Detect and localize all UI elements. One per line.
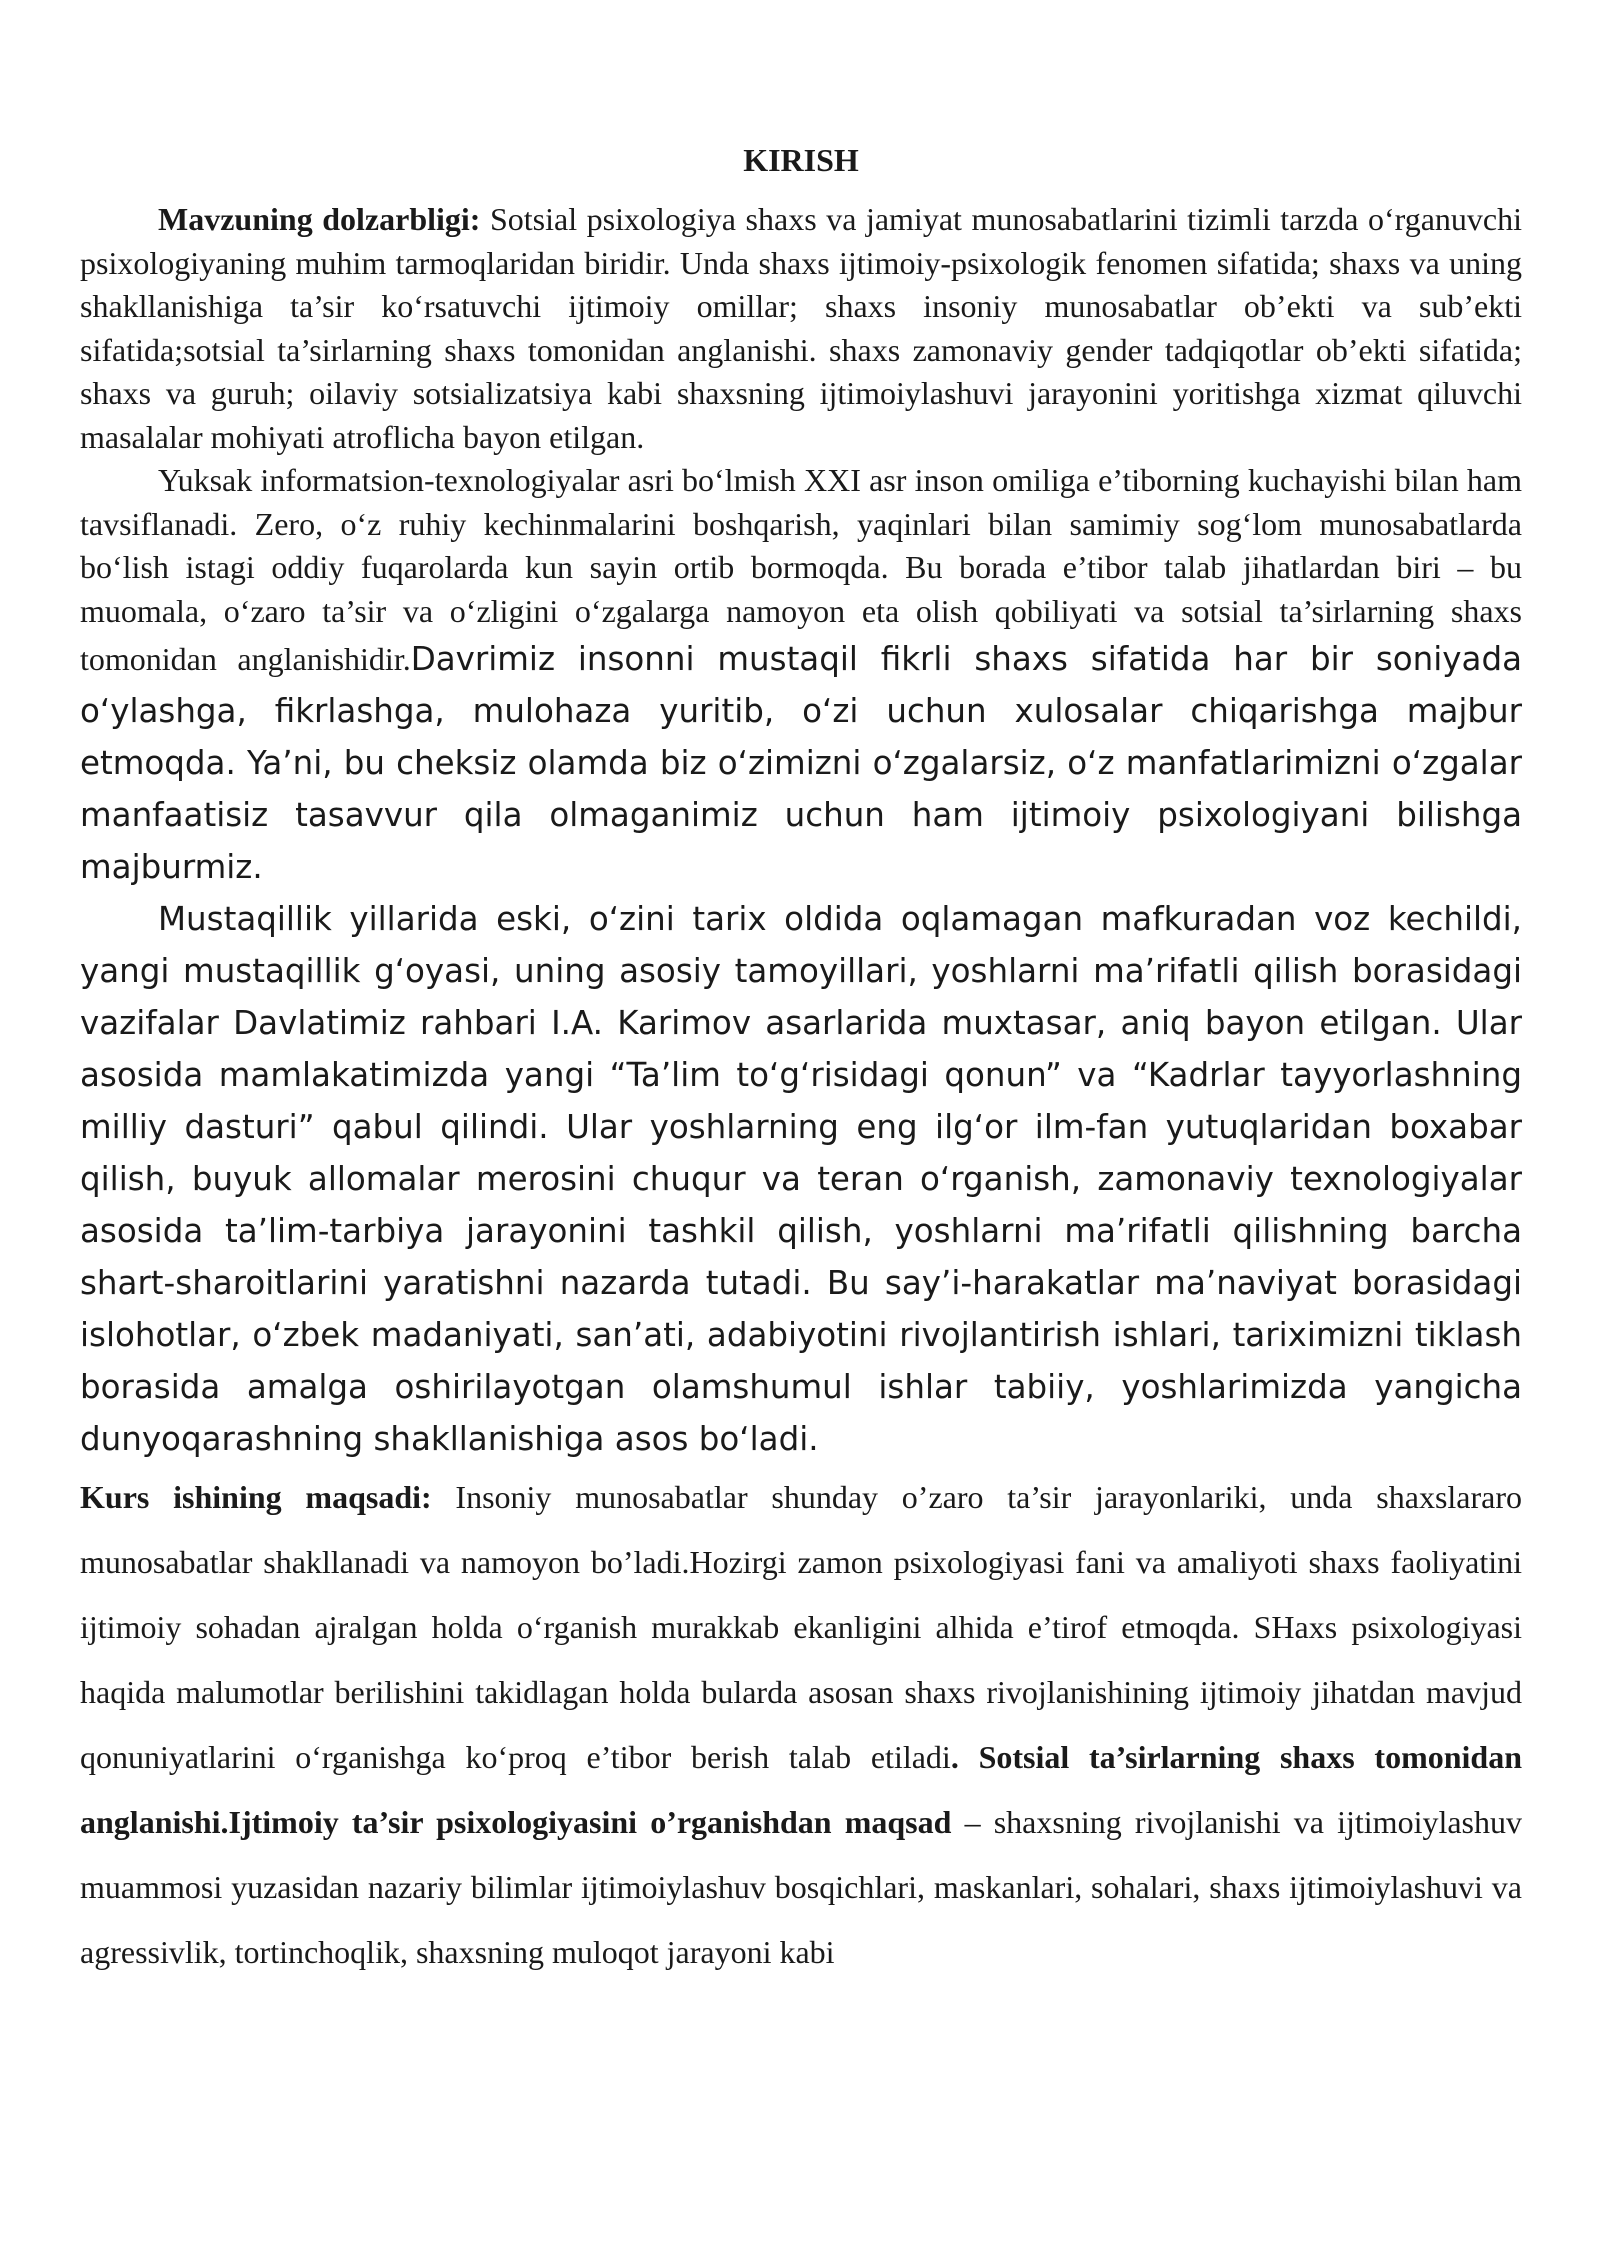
era-text-continued: Davrimiz insonni mustaqil fikrli shaxs sifatida har bir soniyada oʻylashga, fikrlashga, mulohaza yuritib, oʻzi uchun xulosalar chiqarishga majbur etmoqda. Yaʼni, bu cheksiz olamda biz oʻzimizni oʻzgalarsiz, oʻz manfatlarimizni oʻzgalar manfaatisiz tasavvur qila olmaganimiz uchun ham ijtimoiy psixologiyani bilishga majburmiz. (80, 640, 1522, 886)
era-text: Yuksak informatsion-texnologiyalar asri bo‘lmish XXI asr inson omiliga e’tiborning kuchayishi bilan ham tavsiflanadi. Zero, o‘z ruhiy kechinmalarini boshqarish, yaqinlari bilan samimiy sog‘lom munosabatlarda bo‘lish istagi oddiy fuqarolarda kun sayin ortib bormoqda. Bu borada e’tibor talab jihatlardan biri – bu muomala, o‘zaro ta’sir va o‘zligini o‘zgalarga namoyon eta olish qobiliyati va sotsial ta’sirlarning shaxs tomonidan anglanishidir. (80, 462, 1522, 677)
era-paragraph (80, 459, 1522, 893)
goal-text: Insoniy munosabatlar shunday o’zaro ta’sir jarayonlariki, unda shaxslararo munosabatlar shakllanadi va namoyon bo’ladi.Hozirgi zamon psixologiyasi fani va amaliyoti shaxs faoliyatini ijtimoiy sohadan ajralgan holda o‘rganish murakkab ekanligini alhida e’tirof etmoqda. SHaxs psixologiyasi haqida malumotlar berilishini takidlagan holda bularda asosan shaxs rivojlanishining ijtimoiy jihatdan mavjud qonuniyatlarini o‘rganishga ko‘proq e’tibor berish talab etiladi (80, 1479, 1522, 1775)
goal-bold-text: . Sotsial ta’sirlarning shaxs tomonidan anglanishi.Ijtimoiy ta’sir psixologiyasini o’rganishdan maqsad (80, 1739, 1523, 1840)
relevance-text: Sotsial psixologiya shaxs va jamiyat munosabatlarini tizimli tarzda o‘rganuvchi psixologiyaning muhim tarmoqlaridan biridir. Unda shaxs ijtimoiy-psixologik fenomen sifatida; shaxs va uning shakllanishiga ta’sir ko‘rsatuvchi ijtimoiy omillar; shaxs insoniy munosabatlar ob’ekti va sub’ekti sifatida;sotsial ta’sirlarning shaxs tomonidan anglanishi. shaxs zamonaviy gender tadqiqotlar ob’ekti sifatida; shaxs va guruh; oilaviy sotsializatsiya kabi shaxsning ijtimoiylashuvi jarayonini yoritishga xizmat qiluvchi masalalar mohiyati atroflicha bayon etilgan. (80, 201, 1523, 455)
goal-text-continued: – shaxsning rivojlanishi va ijtimoiylashuv muammosi yuzasidan nazariy bilimlar ijtimoiylashuv bosqichlari, maskanlari, sohalari, shaxs ijtimoiylashuvi va agressivlik, tortinchoqlik, shaxsning muloqot jarayoni kabi (80, 1804, 1523, 1970)
goal-paragraph (80, 1465, 1522, 1985)
independence-paragraph: Mustaqillik yillarida eski, oʻzini tarix oldida oqlamagan mafkuradan voz kechildi, yangi mustaqillik gʻoyasi, uning asosiy tamoyillari, yoshlarni maʼrifatli qilish borasidagi vazifalar Davlatimiz rahbari I.A. Karimov asarlarida muxtasar, aniq bayon etilgan. Ular asosida mamlakatimizda yangi “Taʼlim toʻgʻrisidagi qonun” va “Kadrlar tayyorlashning milliy dasturi” qabul qilindi. Ular yoshlarning eng ilgʻor ilm-fan yutuqlaridan boxabar qilish, buyuk allomalar merosini chuqur va teran oʻrganish, zamonaviy texnologiyalar asosida taʼlim-tarbiya jarayonini tashkil qilish, yoshlarni maʼrifatli qilishning barcha shart-sharoitlarini yaratishni nazarda tutadi. Bu sayʼi-harakatlar maʼnaviyat borasidagi islohotlar, oʻzbek madaniyati, sanʼati, adabiyotini rivojlantirish ishlari, tariximizni tiklash borasida amalga oshirilayotgan olamshumul ishlar tabiiy, yoshlarimizda yangicha dunyoqarashning shakllanishiga asos boʻladi. (80, 900, 1522, 1458)
relevance-label: Mavzuning dolzarbligi: (158, 201, 481, 237)
relevance-paragraph (80, 198, 1522, 459)
goal-label: Kurs ishining maqsadi: (80, 1479, 432, 1515)
page-title: KIRISH (743, 142, 859, 178)
